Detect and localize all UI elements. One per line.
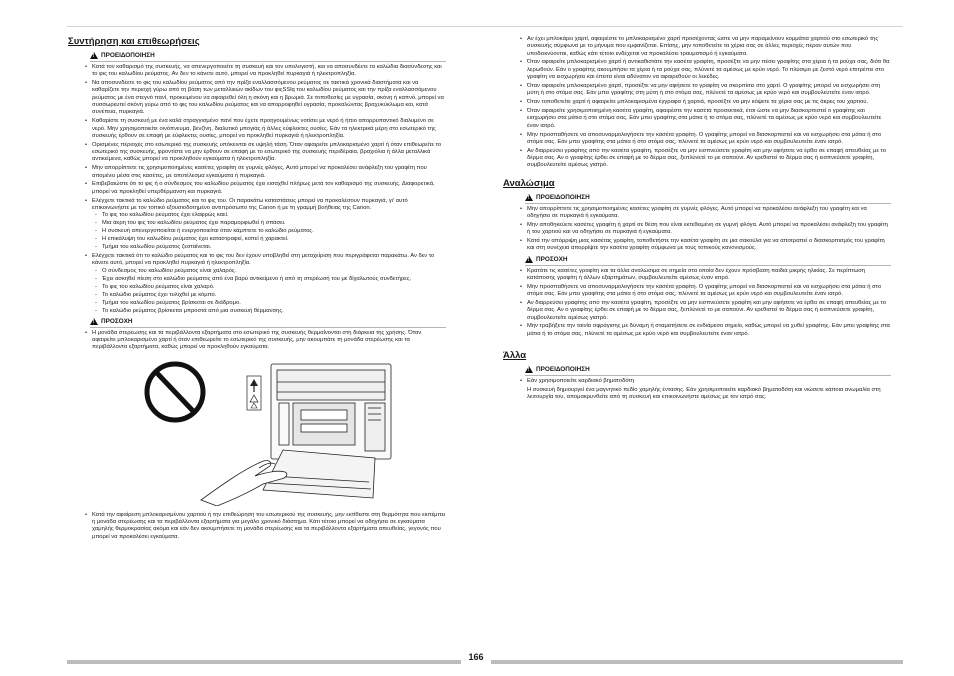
left-column [68,36,446,542]
sublist-item: - Το φις του καλωδίου ρεύματος είναι χαλαρό. [102,284,446,291]
sublist-item: - Το καλώδιο ρεύματος βρίσκεται μπροστά από μια συσκευή θέρμανσης. [102,308,446,315]
printer-open-illustration [143,358,411,506]
prohibition-sign-icon [147,364,203,420]
caution-triangle-icon [525,256,533,263]
list-item: • Αν διαρρεύσει γραφίτης από την κασέτα γραφίτη, προσέξτε να μην εισπνεύσετε γραφίτη και μην αφήσετε να έρθει σε επαφή απευθείας με το δέρμα σας. Αν ο γραφίτης έρθει σε επαφή με το δέρμα σας, ξεπλύνετέ το με σαπούνι. Αν ερεθιστεί το δέρμα σας ή εισπνεύσετε γραφίτη, συμβουλευτείτε αμέσως γιατρό. [527,148,891,170]
sublist-item: - Τμήμα του καλωδίου ρεύματος ζεσταίνεται. [102,244,446,251]
list-item: • Κατά την απόρριψη μιας κασέτας γραφίτη, τοποθετήστε την κασέτα γραφίτη σε μια σακούλα για να αποτραπεί ο διασκορπισμός του γραφίτη και στη συνέχεια απορρίψτε την κασέτα γραφίτη σύμφωνα με τους τοπικούς κανονισμούς. [527,238,891,253]
sublist-item: - Μια άκρη του φις του καλωδίου ρεύματος έχει παραμορφωθεί ή σπάσει. [102,220,446,227]
sublist-item: - Το καλώδιο ρεύματος έχει τυλιχθεί με κόμπο. [102,292,446,299]
list-item: • Μην τραβήξετε την ταινία σφράγισης με δύναμη ή σταματήσετε σε ενδιάμεσο σημείο, καθώς μπορεί να χυθεί γραφίτης. Εάν μπει γραφίτης στα μάτια ή το στόμα σας, πλύνετέ τα αμέσως με κρύο νερό και συμβουλευτείτε έναν ιατρό. [527,323,891,338]
divider [90,61,446,62]
sublist-item: - Ο σύνδεσμος του καλωδίου ρεύματος είναι χαλαρός. [102,268,446,275]
list-item: • Η μονάδα στερέωσης και τα περιβάλλοντα εξαρτήματα στο εσωτερικό της συσκευής θερμαίνονται στη διάρκεια της χρήσης. Όταν αφαιρείτε μπλοκαρισμένο χαρτί ή όταν επιθεωρείτε το εσωτερικό της συσκευής, μην ακουμπάτε τη μονάδα στερέωσης και τα περιβάλλοντα εξαρτήματα, καθώς μπορεί να προκληθούν εγκαύματα. [92,330,446,352]
caution-label: ΠΡΟΣΟΧΗ [536,255,568,263]
caution-heading [90,318,446,325]
list-item: • Μην αποθηκεύετε κασέτες γραφίτη ή χαρτί σε θέση που είναι εκτεθειμένη σε γυμνή φλόγα. Αυτό μπορεί να προκαλέσει ανάφλεξη του γραφίτη ή του χαρτιού και να οδηγήσει σε πυρκαγιά ή εγκαύματα. [527,222,891,237]
page-number: 166 [461,650,491,664]
warning-heading [525,366,891,373]
section-title-other: Άλλα [503,350,527,362]
sublist-item: - Η επικάλυψη του καλωδίου ρεύματος έχει καταστραφεί, κοπεί ή χαρακτεί. [102,236,446,243]
after-figure-list [92,512,446,541]
consumables-warning-list [503,206,891,253]
after-figure-paragraph [68,512,446,541]
list-item: • Αν διαρρεύσει γραφίτης από την κασέτα γραφίτη, προσέξτε να μην εισπνεύσετε γραφίτη και μην αφήσετε να έρθει σε επαφή απευθείας με το δέρμα σας. Αν ο γραφίτης έρθει σε επαφή με το δέρμα σας, ξεπλύνετέ το με σαπούνι. Αν ερεθιστεί το δέρμα σας ή εισπνεύσετε γραφίτη, συμβουλευτείτε αμέσως γιατρό. [527,300,891,322]
list-item: • Ορισμένες περιοχές στο εσωτερικό της συσκευής υπόκεινται σε υψηλή τάση. Όταν αφαιρείτε μπλοκαρισμένο χαρτί ή όταν επιθεωρείτε το εσωτερικό της συσκευής, φροντίστε να μην έρθουν σε επαφή με το εσωτερικό της συσκευής περιδέραια, βραχιόλια ή άλλα μεταλλικά αντικείμενα, καθώς μπορεί να προκληθούν εγκαύματα ή ηλεκτροπληξία. [92,142,446,164]
warning-label: ΠΡΟΕΙΔΟΠΟΙΗΣΗ [101,52,155,59]
warning-heading [525,194,891,201]
pacemaker-note: Η συσκευή δημιουργεί ένα μαγνητικό πεδίο χαμηλής έντασης. Εάν χρησιμοποιείτε καρδιακό βηματοδότη και νιώσετε κάποια ανωμαλία στη λειτουργία του, απομακρυνθείτε από τη συσκευή και επικοινωνήστε αμέσως με τον ιατρό σας. [527,386,881,401]
list-item [92,253,446,315]
list-item: • Να αποσυνδέετε το φις του καλωδίου ρεύματος από την πρίζα εναλλασσόμενου ρεύματος σε τακτικά χρονικά διαστήματα και να καθαρίζετε την περιοχή γύρω από τη βάση των μεταλλικών ακίδων του φιςSSlq του καλωδίου ρεύματος και την πρίζα εναλλασσόμενου ρεύματος με ένα στεγνό πανί, προκειμένου να αφαιρεθεί όλη η σκόνη και η βρωμιά. Σε τοποθεσίες με υγρασία, σκόνη ή καπνό, μπορεί να συσσωρευτεί σκόνη γύρω από το φις του καλωδίου ρεύματος και να απορροφηθεί υγρασία, προκαλώντας βραχυκύκλωμα και, κατά συνέπεια, πυρκαγιά. [92,80,446,116]
divider [525,265,891,266]
list-item: • Μην προσπαθήσετε να αποσυναρμολογήσετε την κασέτα γραφίτη. Ο γραφίτης μπορεί να διασκορπιστεί και να εισχωρήσει στα μάτια ή στο στόμα σας. Εάν μπει γραφίτης στα μάτια ή στο στόμα σας, πλύνετέ τα αμέσως με κρύο νερό και συμβουλευτείτε έναν ιατρό. [527,284,891,299]
warning-label: ΠΡΟΕΙΔΟΠΟΙΗΣΗ [536,366,590,374]
list-item: • Μην απορρίπτετε τις χρησιμοποιημένες κασέτες γραφίτη σε γυμνές φλόγες. Αυτό μπορεί να προκαλέσει ανάφλεξη του γραφίτη που απομένει μέσα στις κασέτες, με αποτέλεσμα εγκαύματα ή πυρκαγιά. [92,165,446,180]
right-column [503,36,891,402]
warning-triangle-icon [90,52,98,59]
warning-heading [90,52,446,59]
section-title-maintenance: Συντήρηση και επιθεωρήσεις [68,36,200,47]
list-item: • Αν έχει μπλοκάρει χαρτί, αφαιρέστε το μπλοκαρισμένο χαρτί προσέχοντας ώστε να μην παραμείνουν κομμάτια χαρτιού στο εσωτερικό της συσκευής σύμφωνα με το μήνυμα που εμφανίζεται. Επίσης, μην τοποθετείτε τα χέρια σας σε άλλες περιοχές πέραν αυτών που υποδεικνύονται, καθώς κάτι τέτοιο ενδέχεται να προκαλέσει τραυματισμό ή εγκαύματα. [527,36,891,58]
list-item: • Κρατάτε τις κασέτες γραφίτη και τα άλλα αναλώσιμα σε σημεία στα οποία δεν έχουν πρόσβαση παιδιά μικρής ηλικίας. Σε περίπτωση κατάποσης γραφίτη ή άλλων εξαρτημάτων, συμβουλευτείτε αμέσως έναν ιατρό. [527,268,891,283]
sublist-item: - Η συσκευή απενεργοποιείται ή ενεργοποιείται όταν κάμπτετε το καλώδιο ρεύματος. [102,228,446,235]
list-item: • Μην προσπαθήσετε να αποσυναρμολογήσετε την κασέτα γραφίτη. Ο γραφίτης μπορεί να διασκορπιστεί και να εισχωρήσει στα μάτια ή στο στόμα σας. Εάν μπει γραφίτης στα μάτια ή στο στόμα σας, πλύνετέ τα αμέσως με κρύο νερό και συμβουλευτείτε έναν ιατρό. [527,132,891,147]
list-item: • Μην απορρίπτετε τις χρησιμοποιημένες κασέτες γραφίτη σε γυμνές φλόγες. Αυτό μπορεί να προκαλέσει ανάφλεξη του γραφίτη και να οδηγήσει σε πυρκαγιά ή εγκαύματα. [527,206,891,221]
list-item [92,198,446,252]
warning-triangle-icon [525,194,533,201]
sublist-item: - Τμήμα του καλωδίου ρεύματος βρίσκεται σε διάδρομο. [102,300,446,307]
list-item: • Επιβεβαιώστε ότι το φις ή ο σύνδεσμος του καλωδίου ρεύματος έχει εισαχθεί πλήρως μετά τον καθαρισμό της συσκευής. Διαφορετικά, μπορεί να προκληθεί υπερθέρμανση και πυρκαγιά. [92,181,446,196]
sublist [92,268,446,315]
list-item-text: Ελέγχετε τακτικά ότι το καλώδιο ρεύματος και το φις του δεν έχουν υποβληθεί στη μεταχείριση που περιγράφεται παρακάτω. Αν δεν το κάνετε αυτό, μπορεί να προκληθεί πυρκαγιά ή ηλεκτροπληξία. [92,253,435,267]
warning-list [68,64,446,315]
list-item: • Όταν τοποθετείτε χαρτί ή αφαιρείτε μπλοκαρισμένα έγγραφα ή χαρτιά, προσέξτε να μην κόψετε τα χέρια σας με τις άκρες του χαρτιού. [527,99,891,106]
list-item: • Εάν χρησιμοποιείτε καρδιακό βηματοδότη [527,378,891,385]
top-caution-list [503,36,891,170]
section-title-consumables: Αναλώσιμα [503,177,555,189]
list-item: • Κατά τον καθαρισμό της συσκευής, να απενεργοποιείτε τη συσκευή και τον υπολογιστή, και να αποσυνδέετε τα καλώδια διασύνδεσης και το φις του καλωδίου ρεύματος. Αν δεν το κάνετε αυτό, μπορεί να προκληθεί πυρκαγιά ή ηλεκτροπληξία. [92,64,446,79]
sublist [92,212,446,251]
warning-triangle-icon [525,366,533,373]
divider [90,327,446,328]
list-item: • Κατά την αφαίρεση μπλοκαρισμένου χαρτιού ή την επιθεώρηση του εσωτερικού της συσκευής, μην εκτίθεστε στη θερμότητα που εκπέμπει η μονάδα στερέωσης και τα περιβάλλοντα εξαρτήματα για μεγάλο χρονικό διάστημα. Κάτι τέτοιο μπορεί να οδηγήσει σε εγκαύματα χαμηλής θερμοκρασίας ακόμα και εάν δεν ακουμπήσετε τη μονάδα στερέωσης και τα περιβάλλοντα εξαρτήματα απευθείας, γεγονός που μπορεί να προκαλέσει εγκαύματα. [92,512,446,541]
divider [525,375,891,376]
caution-list [68,330,446,352]
consumables-caution-list [503,268,891,338]
fixing-unit-illustration [143,358,411,506]
list-item: • Καθαρίστε τη συσκευή με ένα καλά στραγγισμένο πανί που έχετε προηγουμένως νοτίσει με νερό ή ήπιο απορρυπαντικό διαλυμένο σε νερό. Μην χρησιμοποιείτε οινόπνευμα, βενζίνη, διαλυτικό μπογιάς ή άλλες εύφλεκτες ουσίες. Εάν τα ηλεκτρικά μέρη στο εσωτερικό της συσκευής έρθουν σε επαφή με εύφλεκτες ουσίες, μπορεί να προκληθεί πυρκαγιά ή ηλεκτροπληξία. [92,118,446,140]
sublist-item: - Το φις του καλωδίου ρεύματος έχει ελαφρώς καεί. [102,212,446,219]
list-item: • Όταν αφαιρείτε μπλοκαρισμένο χαρτί ή αντικαθιστάτε την κασέτα γραφίτη, προσέξτε να μην πέσει γραφίτης στα χέρια ή τα ρούχα σας, διότι θα λερωθούν. Εάν ο γραφίτης ακουμπήσει τα χέρια ή τα ρούχα σας, πλύνετέ τα αμέσως με κρύο νερό. Το πλύσιμο με ζεστό νερό επιτρέπει στο γραφίτη να εισχωρήσει και έπειτα είναι αδύνατον να αφαιρεθούν οι λεκέδες. [527,59,891,81]
divider [525,203,891,204]
other-warning-list [503,378,891,385]
warning-label: ΠΡΟΕΙΔΟΠΟΙΗΣΗ [536,193,590,201]
header-rule [67,26,903,27]
list-item-text: Ελέγχετε τακτικά το καλώδιο ρεύματος και το φις του. Οι παρακάτω καταστάσεις μπορεί να προκαλέσουν πυρκαγιά, γι' αυτό επικοινωνήστε με τον τοπικό εξουσιοδοτημένο αντιπρόσωπο της Canon ή με τη γραμμή βοήθειας της Canon. [92,197,408,211]
caution-heading [525,256,891,263]
heat-caution-label-icon [247,376,261,410]
sublist-item: - Έχει ασκηθεί πίεση στο καλώδιο ρεύματος από ένα βαρύ αντικείμενο ή από τη στερέωσή του με δίχαλωτούς συνδετήρες. [102,276,446,283]
caution-triangle-icon [90,318,98,325]
caution-label: ΠΡΟΣΟΧΗ [101,317,133,325]
list-item: • Όταν αφαιρείτε χρησιμοποιημένη κασέτα γραφίτη, αφαιρέστε την κασέτα προσεκτικά, έτσι ώστε να μην διασκορπιστεί ο γραφίτης και εισχωρήσει στα μάτια ή στο στόμα σας. Εάν μπει γραφίτης στα μάτια ή το στόμα σας, πλύνετέ τα αμέσως με κρύο νερό και συμβουλευτείτε έναν ιατρό. [527,108,891,130]
list-item: • Όταν αφαιρείτε μπλοκαρισμένο χαρτί, προσέξτε να μην αφήσετε το γραφίτη να σκορπίσει στο χαρτί. Ο γραφίτης μπορεί να εισχωρήσει στη μύτη ή στο στόμα σας. Εάν μπει γραφίτης στη μύτη ή στο στόμα σας, πλύνετέ τα αμέσως με κρύο νερό και συμβουλευτείτε έναν ιατρό. [527,83,891,98]
